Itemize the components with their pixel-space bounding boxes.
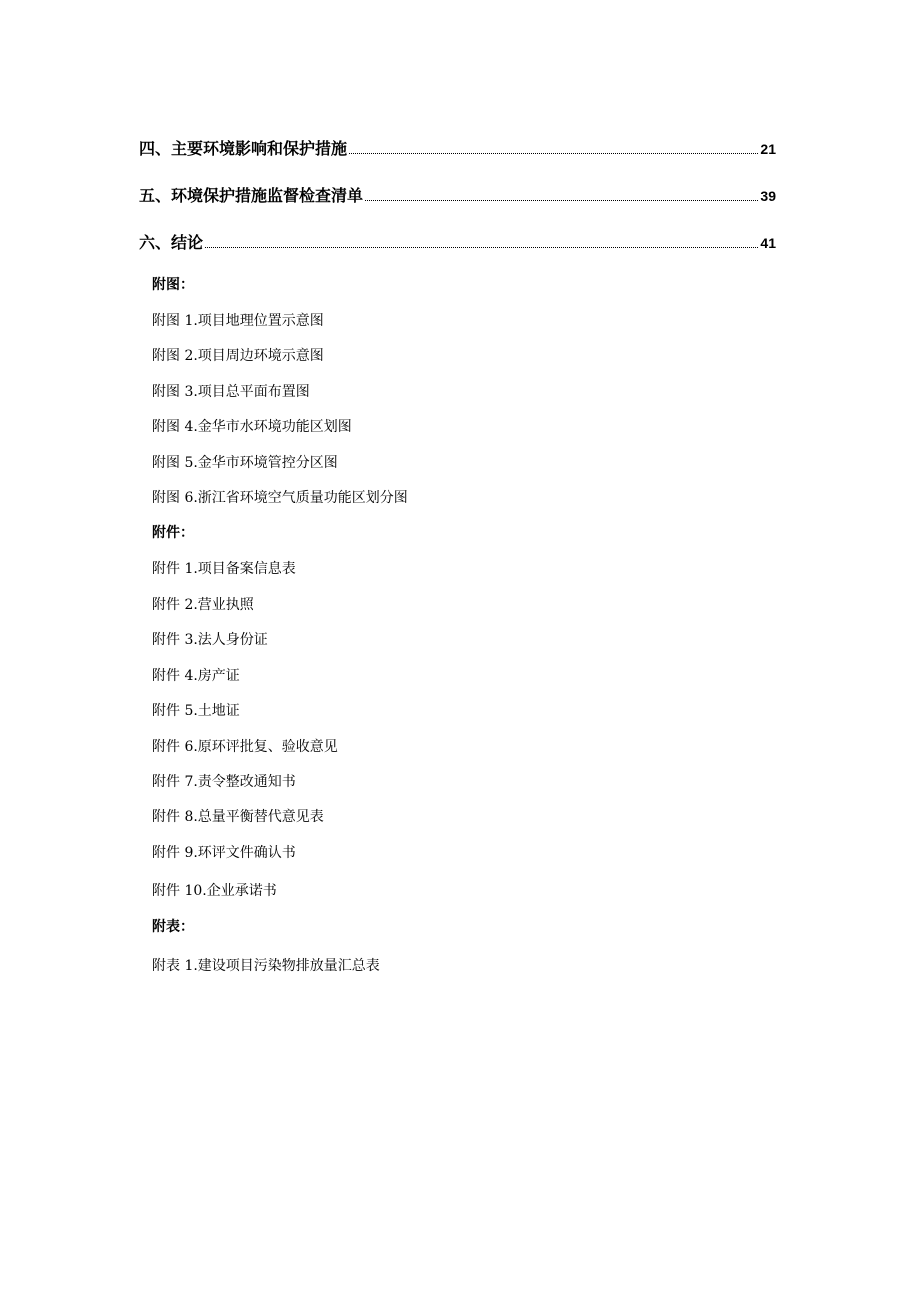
attachment-item: 附件 6.原环评批复、验收意见 [152,739,338,755]
toc-entry-title: 五、环境保护措施监督检查清单 [139,186,364,205]
toc-page-number: 39 [760,188,776,204]
toc-entry-title: 四、主要环境影响和保护措施 [139,139,348,158]
attachment-item: 附件 8.总量平衡替代意见表 [152,809,324,825]
figure-item: 附图 5.金华市环境管控分区图 [152,455,338,471]
figure-item: 附图 4.金华市水环境功能区划图 [152,419,352,435]
figure-item: 附图 3.项目总平面布置图 [152,384,310,400]
figures-heading: 附图： [152,277,194,293]
attachment-item: 附件 3.法人身份证 [152,632,268,648]
attachment-item: 附件 7.责令整改通知书 [152,774,296,790]
toc-entry-4[interactable] [139,139,776,159]
toc-entry-title: 六、结论 [139,233,204,252]
attachment-item: 附件 9.环评文件确认书 [152,845,296,861]
toc-page-number: 41 [760,235,776,251]
toc-dot-leader [365,199,758,201]
tables-heading: 附表： [152,919,194,935]
toc-entry-6[interactable] [139,233,776,253]
attachment-item: 附件 1.项目备案信息表 [152,561,296,577]
attachment-item: 附件 4.房产证 [152,668,240,684]
attachment-item: 附件 5.土地证 [152,703,240,719]
attachment-item: 附件 10.企业承诺书 [152,883,277,899]
toc-dot-leader [349,152,758,154]
toc-dot-leader [205,246,758,248]
figure-item: 附图 6.浙江省环境空气质量功能区划分图 [152,490,408,506]
figure-item: 附图 1.项目地理位置示意图 [152,313,324,329]
attachment-item: 附件 2.营业执照 [152,597,254,613]
toc-page-number: 21 [760,141,776,157]
table-item: 附表 1.建设项目污染物排放量汇总表 [152,958,380,974]
attachments-heading: 附件： [152,525,194,541]
toc-entry-5[interactable] [139,186,776,206]
figure-item: 附图 2.项目周边环境示意图 [152,348,324,364]
